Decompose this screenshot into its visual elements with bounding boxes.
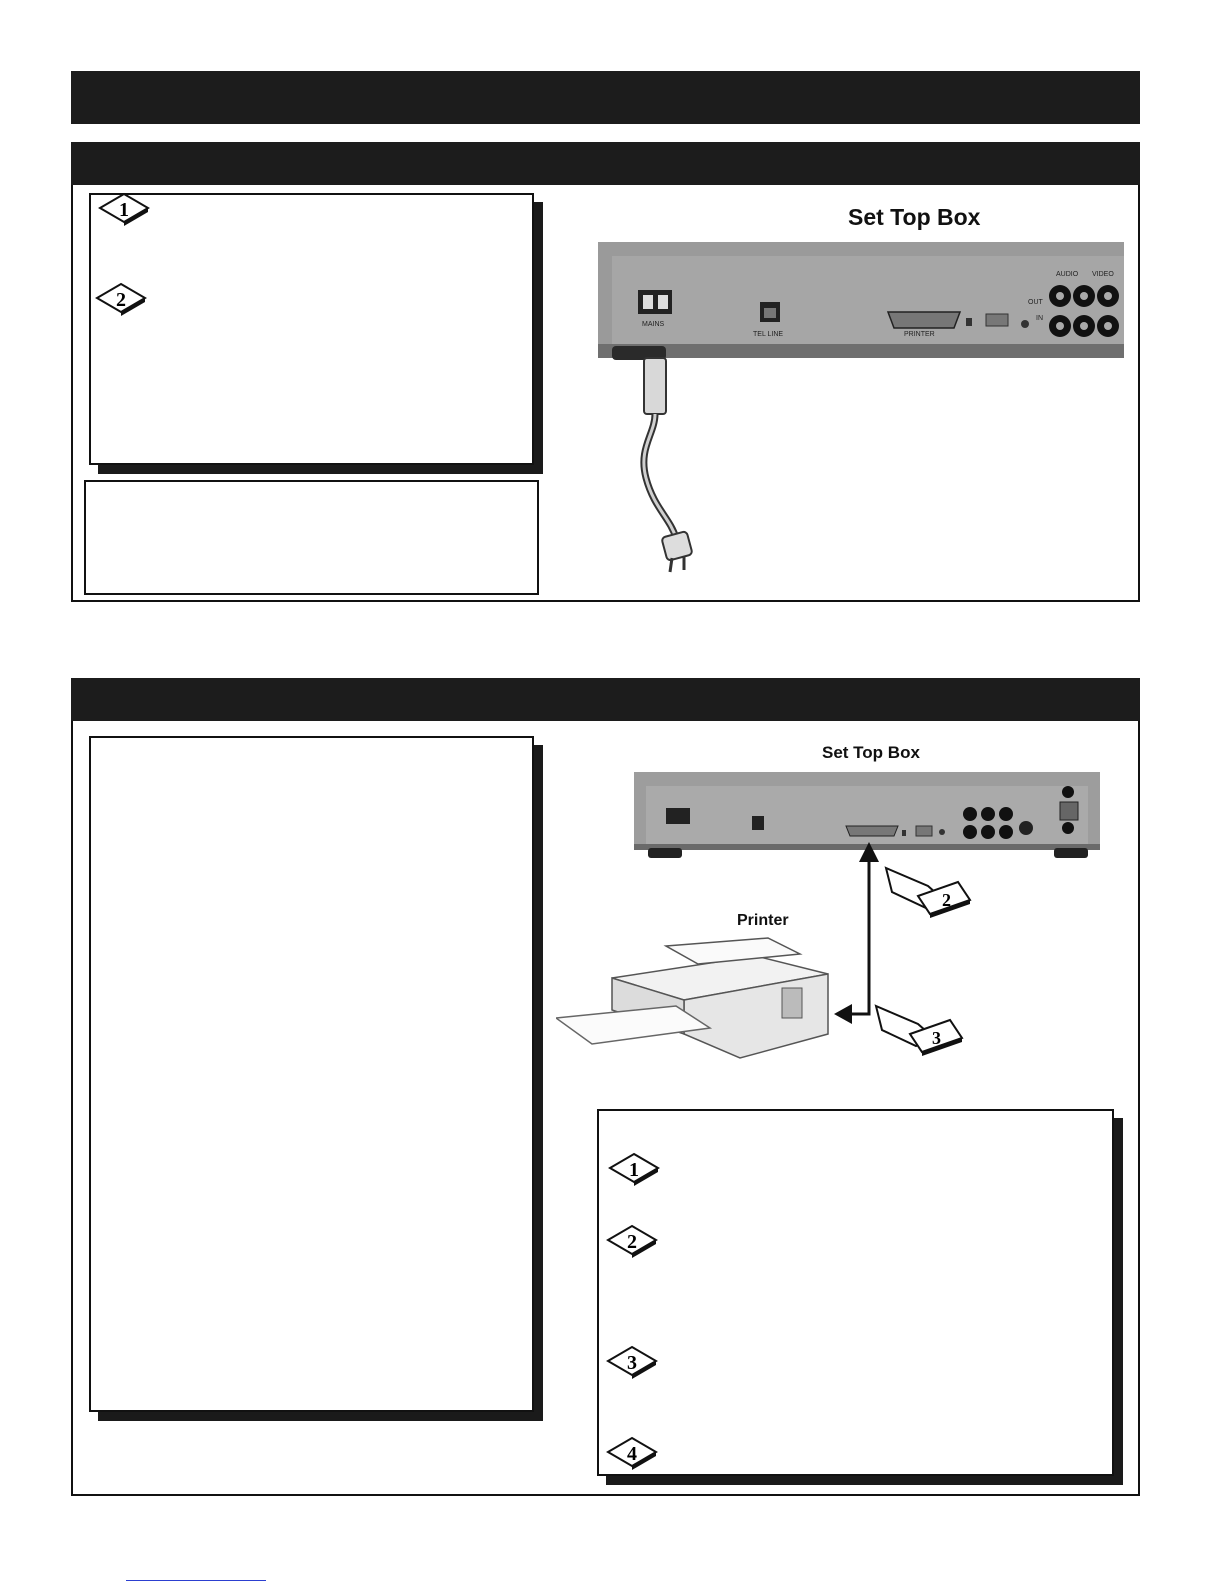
s2-step-3-number: 3	[627, 1352, 637, 1374]
s2-step-3-marker-icon	[604, 1343, 660, 1379]
in-label: IN	[1036, 315, 1043, 322]
step-1-marker-icon	[96, 190, 152, 226]
callout-3-hand-icon	[876, 1006, 962, 1056]
out-label: OUT	[1028, 299, 1043, 306]
callout-2-number: 2	[942, 890, 951, 910]
footer-line	[126, 1580, 266, 1581]
section-1-header-bar	[71, 142, 1140, 185]
printer-label: Printer	[737, 912, 789, 929]
step-2-number: 2	[116, 289, 126, 311]
set-top-box-rear-panel	[598, 238, 1124, 578]
step-2-marker-icon	[93, 280, 149, 316]
section-2-steps-box	[597, 1109, 1114, 1476]
figure-1-title: Set Top Box	[848, 204, 981, 230]
callout-2-hand-icon	[886, 868, 970, 918]
section-2-text-box	[89, 736, 534, 1412]
step-1-number: 1	[119, 199, 129, 221]
audio-label: AUDIO	[1056, 271, 1079, 278]
mains-label: MAINS	[642, 321, 665, 328]
s2-step-1-number: 1	[629, 1159, 639, 1181]
section-1-note-box	[84, 480, 539, 595]
video-label: VIDEO	[1092, 271, 1114, 278]
s2-step-2-number: 2	[627, 1231, 637, 1253]
s2-step-4-marker-icon	[604, 1434, 660, 1470]
s2-step-4-number: 4	[627, 1443, 637, 1465]
s2-step-1-marker-icon	[606, 1150, 662, 1186]
figure-2-title: Set Top Box	[822, 743, 920, 762]
callout-3-number: 3	[932, 1028, 941, 1048]
page-header-bar	[71, 71, 1140, 124]
section-1-steps-box	[89, 193, 534, 465]
section-2-header-bar	[71, 678, 1140, 721]
tel-line-label: TEL LINE	[753, 331, 784, 338]
printer-connection-diagram	[556, 838, 976, 1088]
s2-step-2-marker-icon	[604, 1222, 660, 1258]
printer-port-label: PRINTER	[904, 331, 935, 338]
